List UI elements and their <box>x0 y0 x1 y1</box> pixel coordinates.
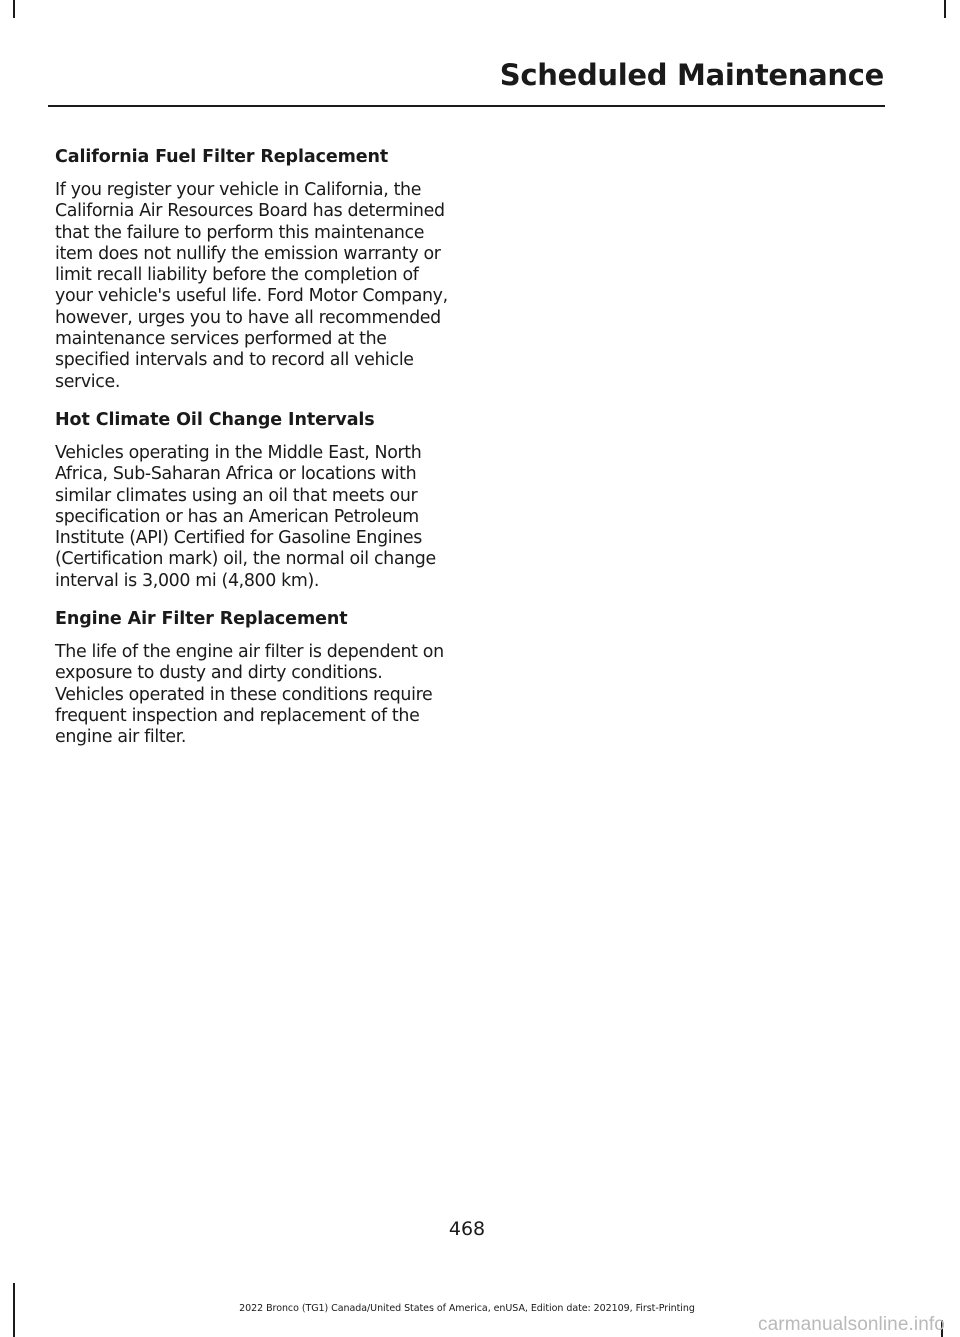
edition-footer: 2022 Bronco (TG1) Canada/United States of America, enUSA, Edition date: 202109, First-Printing <box>239 1303 695 1314</box>
section-body: The life of the engine air filter is dependent on exposure to dusty and dirty conditions. Vehicles operated in these conditions require frequent inspection and replacement of the engine air filter. <box>55 642 444 748</box>
page-title: Scheduled Maintenance <box>499 58 884 92</box>
section-body: Vehicles operating in the Middle East, North Africa, Sub-Saharan Africa or locations with similar climates using an oil that meets our specification or has an American Petroleum Institute (API) Certified for Gasoline Engines (Certification mark) oil, the normal oil change interval is 3,000 mi (4,800 km). <box>55 442 436 591</box>
section-heading: Hot Climate Oil Change Intervals <box>55 409 375 430</box>
header-divider <box>48 105 885 107</box>
section-engine-air-filter <box>55 606 450 748</box>
content-column <box>55 144 450 763</box>
crop-mark-top-right <box>944 0 946 18</box>
section-heading: California Fuel Filter Replacement <box>55 147 389 167</box>
section-hot-climate-oil <box>55 407 450 592</box>
page-number: 468 <box>448 1218 486 1240</box>
watermark-logo: carmanualsonline.info <box>758 1314 945 1335</box>
section-california-fuel-filter <box>55 144 450 393</box>
section-heading: Engine Air Filter Replacement <box>55 609 348 630</box>
crop-mark-top-left <box>13 0 15 18</box>
section-body: If you register your vehicle in California, the California Air Resources Board has determined that the failure to perform this maintenance item does not nullify the emission warranty or limit recall liability before the completion of your vehicle's useful life. Ford Motor Company, however, urges you to have all recommended maintenance services performed at the specified intervals and to record all vehicle service. <box>55 180 448 392</box>
